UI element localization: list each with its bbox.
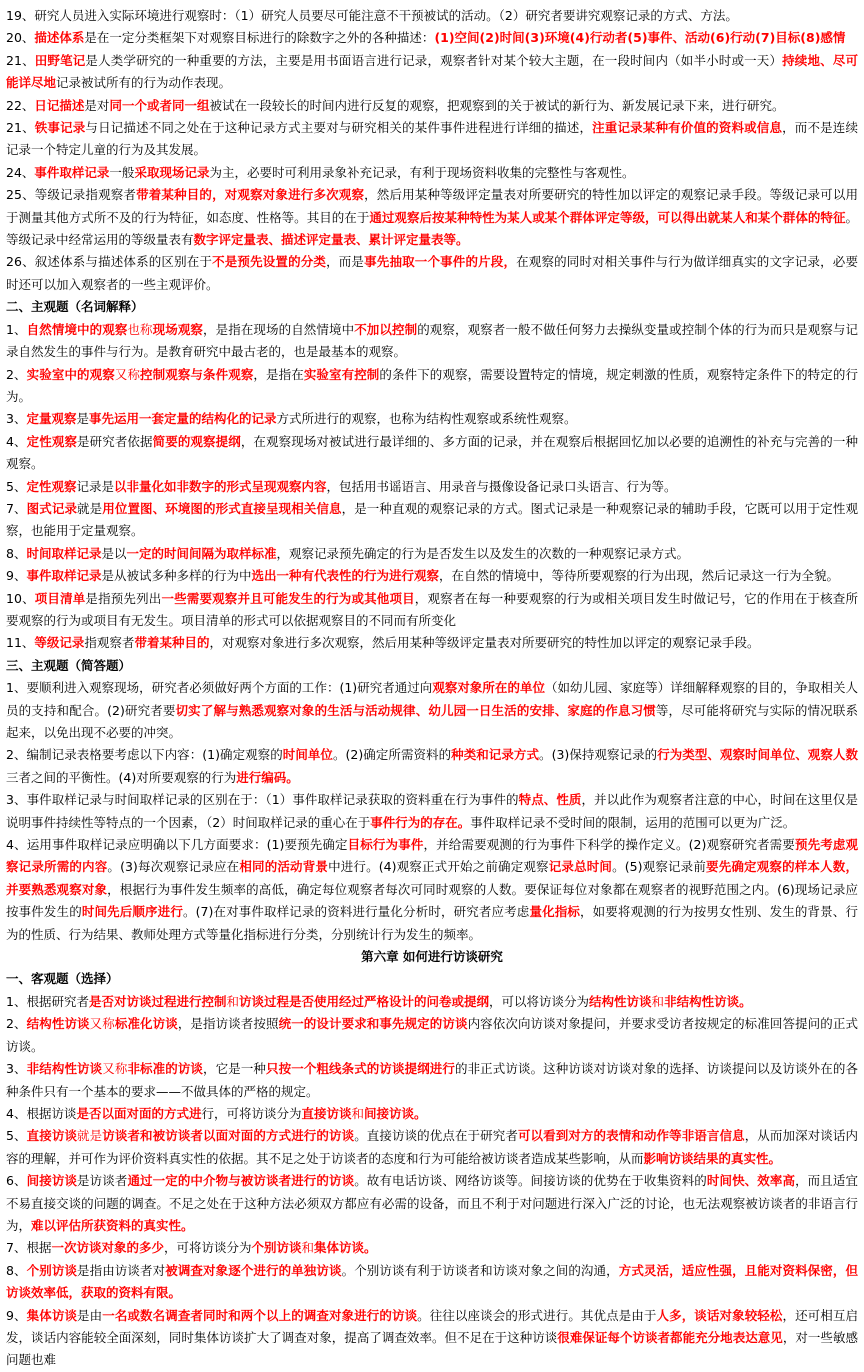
list-item — [6, 1305, 858, 1372]
body-text: 是在一定分类框架下对观察目标进行的除数字之外的各种描述： — [84, 30, 435, 46]
highlighted-text: 间接访谈 — [26, 1173, 78, 1189]
body-text: 是指预先列出 — [85, 590, 162, 606]
body-text: 是 — [76, 411, 89, 427]
body-text: 一、客观题（选择） — [6, 971, 119, 987]
body-text: 的条件下的观察，需要设置特定的情境，规定刺激的性质，观察特定条件下的特定的行为。 — [6, 366, 858, 404]
highlighted-text: 结构性访谈 — [589, 993, 652, 1009]
body-text: 是访谈者 — [77, 1173, 128, 1189]
body-text: ，而且适宜不易直接交谈的问题的调查。不足之处在于这种方法必须双方都应有必需的设备，而且不利于对问题进行深入广泛的讨论，也无法观察被访谈者的非语言行为， — [6, 1173, 858, 1233]
highlighted-text: 实验室有控制 — [303, 366, 380, 382]
body-text: ，而是 — [326, 254, 365, 270]
body-text: 3、 — [6, 411, 27, 427]
body-text: 22、 — [6, 97, 35, 113]
body-text: 。等级记录中经常运用的等级量表有 — [6, 209, 858, 248]
highlighted-text: 事件取样记录 — [26, 568, 102, 584]
section-heading — [6, 655, 858, 677]
highlighted-text: 特点、性质 — [518, 792, 582, 808]
body-text: 与日记描述不同之处在于这种记录方式主要对与研究相关的某件事件进程进行详细的描述， — [85, 120, 593, 136]
body-text: 10、 — [6, 590, 35, 606]
body-text: 。往往以座谈会的形式进行。其优点是由于 — [417, 1307, 657, 1323]
body-text: ，是指在 — [253, 366, 304, 382]
highlighted-text: 相同的活动背景 — [239, 859, 329, 875]
body-text: 三者之间的平衡性。(4)对所要观察的行为 — [6, 769, 237, 785]
body-text: 为主，必要时可利用录象补充记录，有利于现场资料收集的完整性与客观性。 — [209, 164, 635, 180]
body-text: ，在自然的情境中，等待所要观察的行为出现，然后记录这一行为全貌。 — [439, 568, 840, 584]
highlighted-text: 一些需要观察并且可能发生的行为或其他项目 — [161, 590, 415, 606]
highlighted-text: 现场观察 — [152, 321, 204, 337]
body-text: 1、 — [6, 321, 27, 337]
body-text: 是从被试多种多样的行为中 — [101, 568, 252, 584]
highlighted-text: 方式灵活，适应性强，且能对资料保密，但访谈效率低，获取的资料有限。 — [6, 1262, 858, 1301]
highlighted-text: 也称 — [127, 321, 153, 337]
highlighted-text: 选出一种有代表性的行为进行观察 — [251, 568, 439, 584]
highlighted-text: 项目清单 — [34, 590, 86, 606]
highlighted-text: 带着某种目的，对观察对象进行多次观察 — [136, 187, 365, 203]
highlighted-text: 统一的设计要求和事先规定的访谈 — [278, 1016, 468, 1032]
list-item — [6, 1170, 858, 1237]
body-text: ，如要将观测的行为按男女性别、发生的背景、行为的性质、行为结果、教师处理方式等量化指标进行分类，分别统计行为发生的频率。 — [6, 904, 858, 942]
highlighted-text: 时间快、效率高 — [706, 1173, 796, 1189]
highlighted-text: 观察对象所在的单位 — [432, 680, 546, 696]
body-text: 8、 — [6, 1262, 27, 1278]
highlighted-text: 非结构性访谈 — [26, 1061, 103, 1077]
body-text: 1、根据研究者 — [6, 993, 89, 1009]
highlighted-text: 铁事记录 — [34, 120, 86, 136]
highlighted-text: 又称 — [114, 366, 141, 382]
body-text: 的非正式访谈。这种访谈对访谈对象的选择、访谈提问以及访谈外在的各种条件只有一个基本的要求——不做具体的严格的规定。 — [6, 1061, 858, 1099]
list-item — [6, 251, 858, 296]
highlighted-text: 访谈过程是否使用经过严格设计的问卷或提纲 — [239, 993, 490, 1009]
body-text: 8、 — [6, 545, 27, 561]
highlighted-text: 直接访谈 — [26, 1128, 78, 1144]
list-item — [6, 319, 858, 364]
body-text: 2、 — [6, 1016, 27, 1032]
body-text: 9、 — [6, 1307, 27, 1323]
highlighted-text: 采取现场记录 — [134, 164, 210, 180]
highlighted-text: 是否以面对面的方式进 — [76, 1105, 202, 1121]
highlighted-text: 是否对访谈过程进行控制 — [88, 993, 227, 1009]
highlighted-text: 集体访谈。 — [314, 1240, 377, 1256]
body-text: 就是 — [77, 500, 103, 516]
body-text: ，在观察现场对被试进行最详细的、多方面的记录，并在观察后根据回忆加以必要的追溯性的补充与完善的一种观察。 — [6, 433, 858, 472]
highlighted-text: 被调查对象逐个进行的单独访谈 — [165, 1262, 342, 1278]
body-text: 三、主观题（简答题） — [6, 657, 132, 673]
list-item — [6, 834, 858, 946]
highlighted-text: 数字评定量表、描述评定量表、累计评定量表等。 — [193, 232, 469, 248]
highlighted-text: 日记描述 — [34, 97, 85, 113]
list-item — [6, 5, 858, 27]
body-text: 4、根据访谈 — [6, 1105, 77, 1121]
list-item — [6, 632, 858, 654]
highlighted-text: 量化指标 — [529, 904, 581, 920]
body-text: 事件取样记录不受时间的限制，运用的范围可以更为广泛。 — [470, 814, 796, 830]
highlighted-text: 等级记录 — [34, 635, 85, 651]
list-item — [6, 476, 858, 498]
body-text: ，而不是连续记录一个特定儿童的行为及其发展。 — [6, 120, 858, 158]
highlighted-text: 用位置图、环境图的形式直接呈现相关信息 — [102, 500, 342, 516]
body-text: 等，尽可能将研究与实际的情况联系起来，以免出现不必要的冲突。 — [6, 702, 858, 740]
highlighted-text: 目标行为事件 — [347, 837, 424, 853]
highlighted-text: 和 — [226, 993, 239, 1009]
body-text: 9、 — [6, 568, 27, 584]
body-text: 2、编制记录表格要考虑以下内容：(1)确定观察的 — [6, 747, 283, 763]
highlighted-text: 行为类型、观察时间单位、观察人数 — [657, 747, 858, 763]
body-text: 记录是 — [76, 478, 114, 494]
list-item — [6, 162, 858, 184]
highlighted-text: 集体访谈 — [26, 1307, 78, 1323]
body-text: 是研究者依据 — [77, 433, 153, 449]
section-heading — [6, 968, 858, 990]
body-text: ，对一些敏感问题也难 — [6, 1329, 858, 1368]
highlighted-text: 不是预先设置的分类 — [212, 254, 327, 270]
list-item — [6, 1058, 858, 1103]
body-text: 26、叙述体系与描述体系的区别在于 — [6, 254, 213, 270]
highlighted-text: 访谈者和被访谈者以面对面的方式进行的访谈 — [102, 1128, 355, 1144]
highlighted-text: (1)空间(2)时间(3)环境(4)行动者(5)事件、活动(6)行动(7)目标(8)感情 — [434, 30, 846, 46]
list-item — [6, 1013, 858, 1058]
list-item — [6, 184, 858, 251]
body-text: ，观察记录预先确定的行为是否发生以及发生的次数的一种观察记录方式。 — [276, 545, 690, 561]
highlighted-text: 个别访谈 — [26, 1262, 78, 1278]
body-text: 11、 — [6, 635, 35, 651]
list-item — [6, 1103, 858, 1125]
body-text: ，是一种直观的观察记录的方式。图式记录是一种观察记录的辅助手段，它既可以用于定性观察，也能用于定量观察。 — [6, 500, 858, 539]
list-item — [6, 789, 858, 834]
body-text: 一般 — [109, 164, 135, 180]
list-item — [6, 408, 858, 430]
body-text: 中进行。(4)观察正式开始之前确定观察 — [328, 859, 549, 875]
body-text: 记录被试所有的行为动作表现。 — [56, 75, 232, 91]
list-item — [6, 364, 858, 409]
highlighted-text: 时间先后顺序进行 — [81, 904, 183, 920]
highlighted-text: 要先确定观察的样本人数，并要熟悉观察对象 — [6, 859, 858, 897]
highlighted-text: 实验室中的观察 — [26, 366, 115, 382]
body-text: 。(3)保持观察记录的 — [539, 747, 658, 763]
body-text: 5、 — [6, 478, 27, 494]
list-item — [6, 117, 858, 162]
body-text: ，是指访谈者按照 — [177, 1016, 279, 1032]
highlighted-text: 控制观察与条件观察 — [140, 366, 254, 382]
body-text: 指观察者 — [84, 635, 135, 651]
body-text: ，可将访谈分为 — [163, 1240, 252, 1256]
body-text: 21、 — [6, 52, 35, 68]
highlighted-text: 图式记录 — [26, 500, 78, 516]
list-item — [6, 498, 858, 543]
highlighted-text: 影响访谈结果的真实性。 — [643, 1150, 782, 1166]
highlighted-text: 种类和记录方式 — [451, 747, 540, 763]
body-text: 被试在一段较长的时间内进行反复的观察，把观察到的关于被试的新行为、新发展记录下来，进行研究。 — [209, 97, 785, 113]
highlighted-text: 以非量化如非数字的形式呈现观察内容 — [113, 478, 327, 494]
highlighted-text: 直接访谈 — [301, 1105, 352, 1121]
body-text: 19、研究人员进入实际环境进行观察时：（1）研究人员要尽可能注意不干预被试的活动。（2）研究者要讲究观察记录的方式、方法。 — [6, 8, 738, 23]
body-text: 的观察，观察者一般不做任何努力去操纵变量或控制个体的行为而只是观察与记录自然发生的事件与行为。是教育研究中最古老的，也是最基本的观察。 — [6, 321, 858, 360]
highlighted-text: 和 — [351, 1105, 365, 1121]
body-text: ，对观察对象进行多次观察，然后用某种等级评定量表对所要研究的特性加以评定的观察记录手段。 — [209, 635, 760, 651]
highlighted-text: 切实了解与熟悉观察对象的生活与活动规律、幼儿园一日生活的安排、家庭的作息习惯 — [175, 702, 656, 718]
body-text: ，并给需要观测的行为事件下科学的操作定义。(2)观察研究者需要 — [423, 837, 795, 853]
highlighted-text: 就是 — [77, 1128, 103, 1144]
body-text: 在观察的同时对相关事件与行为做详细真实的文字记录，必要时还可以加入观察者的一些主观评价。 — [6, 254, 858, 292]
body-text: 是对 — [84, 97, 110, 113]
chapter-heading — [6, 946, 858, 968]
body-text: 1、要顺利进入观察现场，研究者必须做好两个方面的工作：(1)研究者通过向 — [6, 680, 433, 696]
body-text: 二、主观题（名词解释） — [6, 299, 144, 315]
body-text: 第六章 如何进行访谈研究 — [361, 949, 503, 965]
body-text: 行，可将访谈分为 — [201, 1105, 302, 1121]
document-body — [6, 5, 858, 1372]
highlighted-text: 间接访谈。 — [364, 1105, 427, 1121]
highlighted-text: 同一个或者同一组 — [109, 97, 210, 113]
list-item — [6, 50, 858, 95]
body-text: 内容依次向访谈对象提问，并要求受访者按规定的标准回答提问的正式访谈。 — [6, 1016, 858, 1054]
body-text: 2、 — [6, 366, 27, 382]
body-text: ，观察者在每一种要观察的行为或相关项目发生时做记号，它的作用在于核查所要观察的行为或项目有无发生。项目清单的形式可以依据观察目的不同而有所变化 — [6, 590, 858, 628]
highlighted-text: 只按一个粗线条式的访谈提纲进行 — [266, 1061, 455, 1077]
highlighted-text: 描述体系 — [34, 30, 85, 46]
highlighted-text: 又称 — [102, 1061, 128, 1077]
body-text: ，然后用某种等级评定量表对所要研究的特性加以评定的观察记录手段。等级记录可以用于测量其他方式所不及的行为特征，如态度、性格等。其目的在于 — [6, 187, 858, 225]
list-item — [6, 565, 858, 587]
list-item — [6, 1237, 858, 1259]
list-item — [6, 27, 858, 49]
highlighted-text: 难以评估所获资料的真实性。 — [31, 1217, 194, 1233]
body-text: 21、 — [6, 120, 35, 136]
highlighted-text: 个别访谈 — [251, 1240, 302, 1256]
list-item — [6, 1260, 858, 1305]
list-item — [6, 677, 858, 744]
body-text: ，根据行为事件发生频率的高低，确定每位观察者每次可同时观察的人数。要保证每位对象都在观察者的视野范围之内。(6)现场记录应按事件发生的 — [6, 881, 858, 920]
list-item — [6, 991, 858, 1013]
highlighted-text: 结构性访谈 — [26, 1016, 90, 1032]
highlighted-text: 进行编码。 — [236, 769, 299, 785]
body-text: 20、 — [6, 30, 35, 46]
body-text: 7、 — [6, 500, 27, 516]
body-text: ，是指在现场的自然情境中 — [203, 321, 355, 337]
body-text: （如幼儿园、家庭等）详细解释观察的目的，争取相关人员的支持和配合。(2)研究者要 — [6, 680, 858, 718]
body-text: 7、根据 — [6, 1240, 52, 1256]
highlighted-text: 一定的时间间隔为取样标准 — [126, 545, 277, 561]
list-item — [6, 588, 858, 633]
list-item — [6, 1125, 858, 1170]
highlighted-text: 和 — [301, 1240, 315, 1256]
body-text: 。个别访谈有利于访谈者和访谈对象之间的沟通， — [341, 1262, 619, 1278]
body-text: ，从而加深对谈话内容的理解，并可作为评价资料真实性的依据。其不足之处于访谈者的态度和行为可能给被访谈者造成某些影响，从而 — [6, 1128, 858, 1166]
highlighted-text: 标准化访谈 — [114, 1016, 178, 1032]
list-item — [6, 744, 858, 789]
body-text: 是指由访谈者对 — [77, 1262, 166, 1278]
body-text: 。(3)每次观察记录应在 — [107, 859, 240, 875]
body-text: 24、 — [6, 164, 35, 180]
body-text: 是人类学研究的一种重要的方法，主要是用书面语言进行记录，观察者针对某个较大主题，在一段时间内（如半小时或一天） — [85, 52, 783, 68]
body-text: ，可以将访谈分为 — [489, 993, 590, 1009]
body-text: 5、 — [6, 1128, 27, 1144]
body-text: ，还可相互启发，谈话内容能较全面深刻，同时集体访谈扩大了调查对象，提高了调查效率。但不足在于这种访谈 — [6, 1307, 858, 1345]
highlighted-text: 定量观察 — [26, 411, 77, 427]
highlighted-text: 定性观察 — [26, 478, 77, 494]
highlighted-text: 和 — [651, 993, 665, 1009]
body-text: 25、等级记录指观察者 — [6, 187, 137, 203]
highlighted-text: 通过一定的中介物与被访谈者进行的访谈 — [127, 1173, 355, 1189]
body-text: 。直接访谈的优点在于研究者 — [354, 1128, 518, 1144]
highlighted-text: 通过观察后按某种特性为某人或某个群体评定等级，可以得出就某人和某个群体的特征 — [369, 209, 846, 225]
highlighted-text: 带着某种目的 — [134, 635, 210, 651]
body-text: 。故有电话访谈、网络访谈等。间接访谈的优势在于收集资料的 — [354, 1173, 707, 1189]
body-text: 。(7)在对事件取样记录的资料进行量化分析时，研究者应考虑 — [182, 904, 530, 920]
body-text: 。(2)确定所需资料的 — [332, 747, 452, 763]
list-item — [6, 431, 858, 476]
body-text: 4、 — [6, 433, 27, 449]
body-text: 3、 — [6, 1061, 27, 1077]
highlighted-text: 可以看到对方的表情和动作等非语言信息 — [517, 1128, 745, 1144]
highlighted-text: 简要的观察提纲 — [152, 433, 241, 449]
highlighted-text: 又称 — [89, 1016, 115, 1032]
highlighted-text: 时间单位 — [282, 747, 333, 763]
highlighted-text: 不加以控制 — [354, 321, 418, 337]
highlighted-text: 记录总时间 — [548, 859, 613, 875]
body-text: 3、事件取样记录与时间取样记录的区别在于：（1）事件取样记录获取的资料重在行为事件的 — [6, 792, 519, 808]
highlighted-text: 自然情境中的观察 — [26, 321, 128, 337]
highlighted-text: 田野笔记 — [34, 52, 86, 68]
body-text: 6、 — [6, 1173, 27, 1189]
highlighted-text: 非结构性访谈。 — [664, 993, 752, 1009]
highlighted-text: 预先考虑观察记录所需的内容 — [6, 837, 858, 875]
body-text: ，包括用书谣语言、用录音与摄像设备记录口头语言、行为等。 — [326, 478, 677, 494]
section-heading — [6, 296, 858, 318]
highlighted-text: 定性观察 — [26, 433, 78, 449]
highlighted-text: 非标准的访谈 — [127, 1061, 204, 1077]
list-item — [6, 543, 858, 565]
highlighted-text: 注重记录某种有价值的资料或信息 — [592, 120, 783, 136]
list-item — [6, 95, 858, 117]
highlighted-text: 事件取样记录 — [34, 164, 110, 180]
highlighted-text: 事先运用一套定量的结构化的记录 — [88, 411, 277, 427]
body-text: 是以 — [101, 545, 127, 561]
highlighted-text: 事件行为的存在。 — [370, 814, 471, 830]
body-text: 4、运用事件取样记录应明确以下几方面要求：(1)要预先确定 — [6, 837, 348, 853]
highlighted-text: 一次访谈对象的多少 — [51, 1240, 164, 1256]
highlighted-text: 持续地、尽可能详尽地 — [6, 52, 858, 91]
body-text: ，并以此作为观察者注意的中心，时间在这里仅是说明事件持续性等特点的一个因素，（2）时间取样记录的重心在于 — [6, 792, 858, 830]
highlighted-text: 很难保证每个访谈者都能充分地表达意见 — [557, 1329, 783, 1345]
highlighted-text: 时间取样记录 — [26, 545, 102, 561]
body-text: 是由 — [77, 1307, 103, 1323]
highlighted-text: 一名或数名调查者同时和两个以上的调查对象进行的访谈 — [102, 1307, 418, 1323]
highlighted-text: 事先抽取一个事件的片段， — [364, 254, 517, 270]
body-text: ，它是一种 — [203, 1061, 267, 1077]
highlighted-text: 人多，谈话对象较轻松 — [656, 1307, 783, 1323]
body-text: 方式所进行的观察，也称为结构性观察或系统性观察。 — [276, 411, 577, 427]
body-text: 。(5)观察记录前 — [612, 859, 707, 875]
